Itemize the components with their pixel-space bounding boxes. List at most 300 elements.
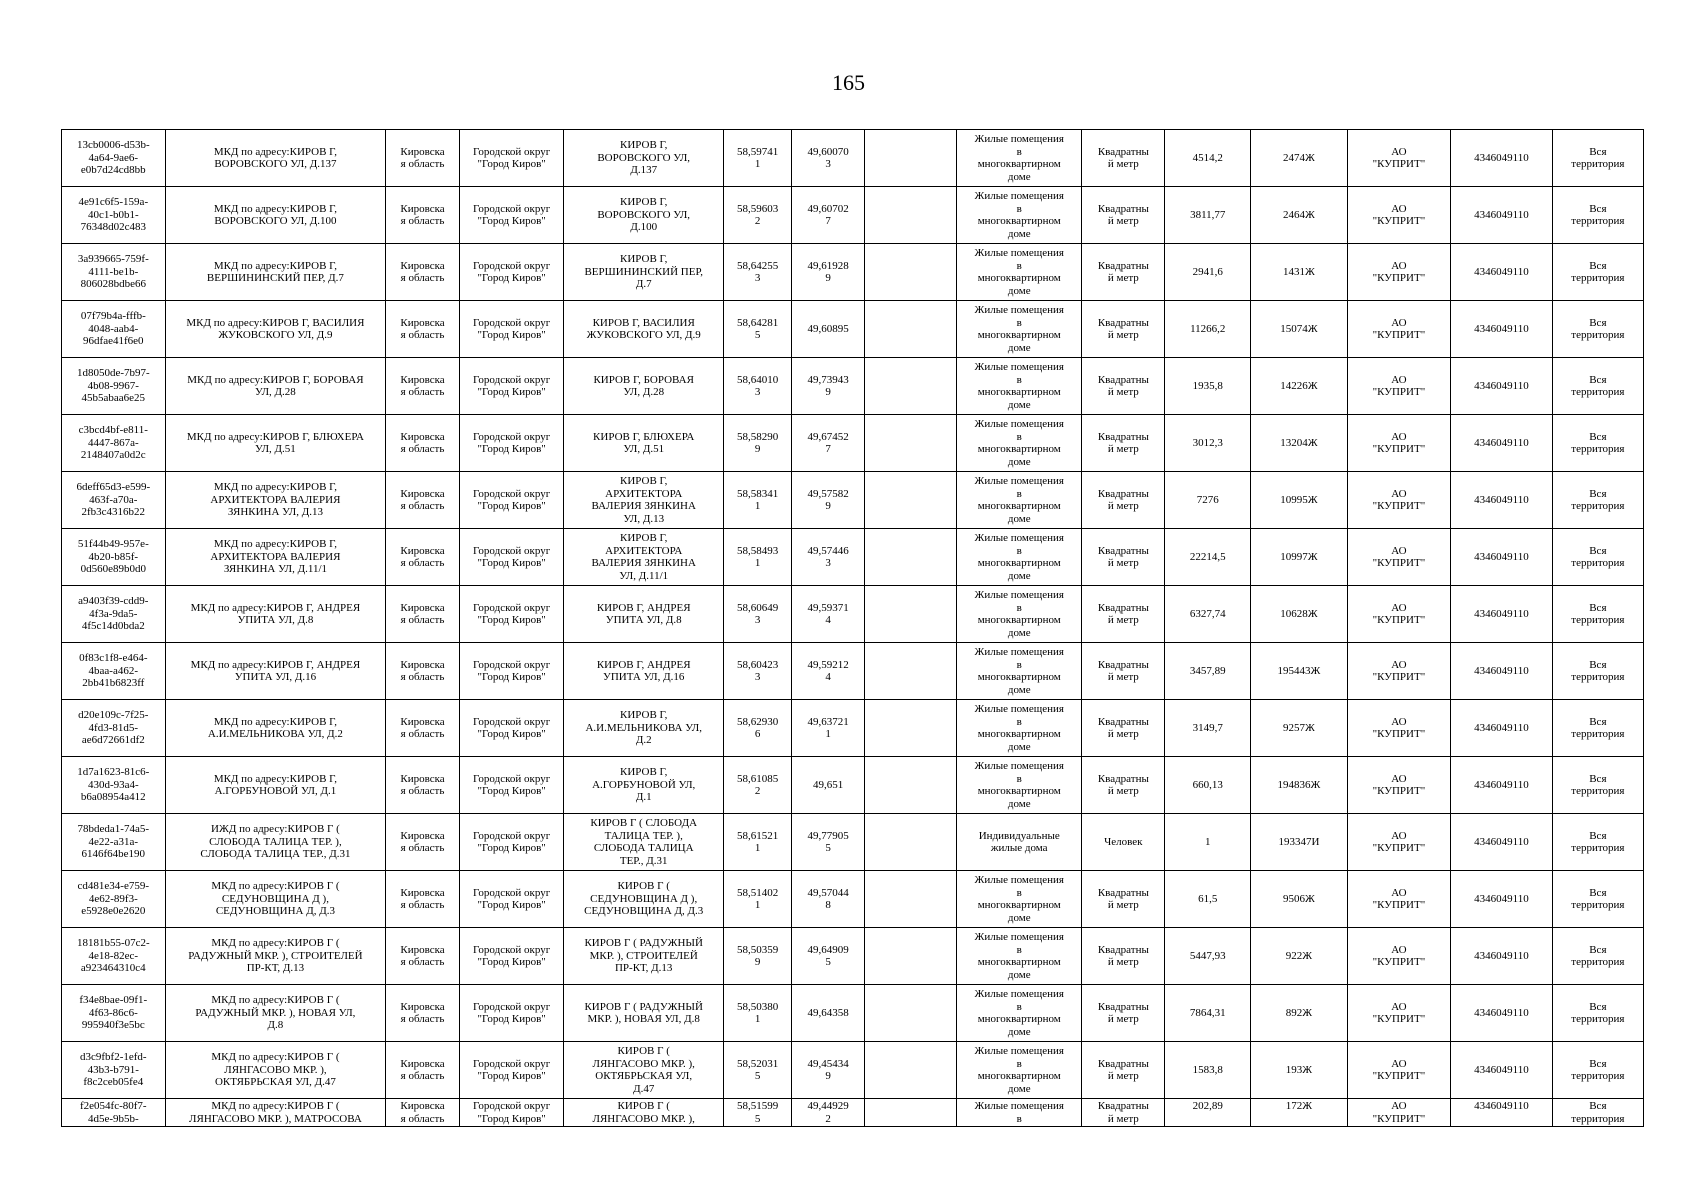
record-id-text: 78bdeda1-74a5- 4e22-a31a- 6146f64be190 (77, 823, 150, 861)
cell-unit (1082, 244, 1165, 301)
organization-text: АО "КУПРИТ" (1372, 202, 1426, 227)
cell-organization (1347, 814, 1451, 871)
cell-longitude (792, 301, 865, 358)
cell-record-id (62, 586, 166, 643)
organization-text: АО "КУПРИТ" (1372, 487, 1426, 512)
cell-empty-cell (864, 130, 956, 187)
address-text: КИРОВ Г, ВЕРШИНИНСКИЙ ПЕР, Д.7 (584, 253, 703, 291)
address-text: КИРОВ Г, АРХИТЕКТОРА ВАЛЕРИЯ ЗЯНКИНА УЛ, Д.13 (591, 475, 696, 525)
code-text: 1431Ж (1283, 265, 1315, 278)
cell-object-type (957, 871, 1082, 928)
territory-text: Вся территория (1571, 829, 1625, 854)
district-text: Городской округ "Город Киров" (473, 373, 551, 398)
territory-text: Вся территория (1571, 886, 1625, 911)
cell-empty-cell (864, 700, 956, 757)
cell-object-name (165, 643, 386, 700)
cell-empty-cell (864, 1042, 956, 1099)
region-text: Кировска я область (400, 316, 445, 341)
region-text: Кировска я область (400, 772, 445, 797)
cell-region (386, 1099, 460, 1127)
organization-text: АО "КУПРИТ" (1372, 715, 1426, 740)
value-text: 1935,8 (1192, 379, 1223, 392)
cell-record-id (62, 244, 166, 301)
cell-record-id (62, 814, 166, 871)
cell-longitude (792, 130, 865, 187)
latitude-text: 58,59603 2 (737, 202, 779, 227)
cell-inn (1451, 1042, 1553, 1099)
object-type-text: Жилые помещения в многоквартирном доме (974, 418, 1064, 468)
object-name-text: МКД по адресу:КИРОВ Г, ВОРОВСКОГО УЛ, Д.137 (213, 145, 338, 170)
cell-object-name (165, 928, 386, 985)
cell-record-id (62, 1099, 166, 1127)
cell-object-type (957, 472, 1082, 529)
code-text: 193Ж (1285, 1063, 1313, 1076)
cell-value (1165, 244, 1251, 301)
cell-longitude (792, 871, 865, 928)
cell-empty-cell (864, 301, 956, 358)
territory-text: Вся территория (1571, 943, 1625, 968)
object-name-text: МКД по адресу:КИРОВ Г, АРХИТЕКТОРА ВАЛЕРИЯ ЗЯНКИНА УЛ, Д.13 (210, 481, 341, 519)
object-name-text: МКД по адресу:КИРОВ Г, А.ГОРБУНОВОЙ УЛ, Д.1 (213, 772, 338, 797)
value-text: 6327,74 (1189, 607, 1226, 620)
inn-text: 4346049110 (1474, 835, 1529, 848)
cell-code (1251, 1099, 1347, 1127)
value-text: 3811,77 (1190, 208, 1226, 221)
cell-organization (1347, 700, 1451, 757)
record-id-text: 1d8050de-7b97- 4b08-9967- 45b5abaa6e25 (76, 367, 150, 405)
record-id-text: f2e054fc-80f7- 4d5e-9b5b- (80, 1100, 147, 1125)
cell-region (386, 358, 460, 415)
region-text: Кировска я область (400, 1100, 445, 1125)
cell-record-id (62, 700, 166, 757)
object-name-text: МКД по адресу:КИРОВ Г ( ЛЯНГАСОВО МКР. ), ОКТЯБРЬСКАЯ УЛ, Д.47 (211, 1051, 340, 1089)
cell-inn (1451, 358, 1553, 415)
district-text: Городской округ "Город Киров" (473, 886, 551, 911)
cell-record-id (62, 985, 166, 1042)
cell-unit (1082, 130, 1165, 187)
table-row (62, 472, 1644, 529)
object-type-text: Жилые помещения в многоквартирном доме (974, 760, 1064, 810)
record-id-text: f34e8bae-09f1- 4f63-86c6- 995940f3e5bc (79, 994, 148, 1032)
cell-code (1251, 643, 1347, 700)
organization-text: АО "КУПРИТ" (1372, 1000, 1426, 1025)
address-text: КИРОВ Г, ВАСИЛИЯ ЖУКОВСКОГО УЛ, Д.9 (586, 316, 701, 341)
territory-text: Вся территория (1571, 601, 1625, 626)
cell-region (386, 643, 460, 700)
cell-organization (1347, 472, 1451, 529)
unit-text: Квадратны й метр (1097, 1100, 1149, 1125)
cell-unit (1082, 187, 1165, 244)
cell-address (564, 415, 724, 472)
inn-text: 4346049110 (1474, 1100, 1529, 1112)
inn-text: 4346049110 (1474, 379, 1529, 392)
longitude-text: 49,67452 7 (807, 430, 849, 455)
organization-text: АО "КУПРИТ" (1372, 316, 1426, 341)
cell-address (564, 472, 724, 529)
district-text: Городской округ "Город Киров" (473, 829, 551, 854)
cell-value (1165, 130, 1251, 187)
cell-object-type (957, 586, 1082, 643)
cell-code (1251, 586, 1347, 643)
value-text: 61,5 (1198, 892, 1218, 905)
cell-object-name (165, 301, 386, 358)
object-type-text: Жилые помещения в многоквартирном доме (974, 133, 1064, 183)
object-type-text: Жилые помещения в многоквартирном доме (974, 874, 1064, 924)
record-id-text: a9403f39-cdd9- 4f3a-9da5- 4f5c14d0bda2 (78, 595, 149, 633)
code-text: 9506Ж (1283, 892, 1315, 905)
address-text: КИРОВ Г, БОРОВАЯ УЛ, Д.28 (593, 373, 694, 398)
object-type-text: Жилые помещения в многоквартирном доме (974, 589, 1064, 639)
cell-unit (1082, 301, 1165, 358)
table-row (62, 529, 1644, 586)
cell-code (1251, 529, 1347, 586)
district-text: Городской округ "Город Киров" (473, 943, 551, 968)
cell-organization (1347, 187, 1451, 244)
object-name-text: МКД по адресу:КИРОВ Г, БЛЮХЕРА УЛ, Д.51 (186, 430, 364, 455)
cell-object-name (165, 586, 386, 643)
cell-region (386, 472, 460, 529)
longitude-text: 49,57446 3 (807, 544, 849, 569)
cell-longitude (792, 244, 865, 301)
cell-empty-cell (864, 814, 956, 871)
longitude-text: 49,77905 5 (807, 829, 849, 854)
cell-organization (1347, 757, 1451, 814)
territory-text: Вся территория (1571, 1057, 1625, 1082)
object-name-text: МКД по адресу:КИРОВ Г ( СЕДУНОВЩИНА Д ), СЕДУНОВЩИНА Д, Д.3 (211, 880, 340, 918)
table-row (62, 244, 1644, 301)
cell-territory (1552, 985, 1643, 1042)
table-row (62, 928, 1644, 985)
cell-value (1165, 358, 1251, 415)
cell-value (1165, 1042, 1251, 1099)
latitude-text: 58,64281 5 (737, 316, 779, 341)
cell-region (386, 1042, 460, 1099)
cell-organization (1347, 130, 1451, 187)
unit-text: Квадратны й метр (1097, 1057, 1149, 1082)
cell-latitude (723, 586, 791, 643)
latitude-text: 58,60649 3 (737, 601, 779, 626)
cell-object-name (165, 472, 386, 529)
cell-territory (1552, 757, 1643, 814)
cell-district (459, 1042, 564, 1099)
cell-district (459, 985, 564, 1042)
cell-empty-cell (864, 928, 956, 985)
cell-inn (1451, 985, 1553, 1042)
inn-text: 4346049110 (1474, 892, 1529, 905)
cell-code (1251, 472, 1347, 529)
cell-inn (1451, 187, 1553, 244)
table-row (62, 187, 1644, 244)
table-row (62, 301, 1644, 358)
code-text: 10995Ж (1280, 493, 1318, 506)
cell-district (459, 871, 564, 928)
table-row (62, 1042, 1644, 1099)
address-text: КИРОВ Г, ВОРОВСКОГО УЛ, Д.137 (597, 139, 691, 177)
longitude-text: 49,60895 (807, 322, 849, 335)
inn-text: 4346049110 (1474, 322, 1529, 335)
longitude-text: 49,59212 4 (807, 658, 849, 683)
cell-value (1165, 700, 1251, 757)
address-text: КИРОВ Г, АНДРЕЯ УПИТА УЛ, Д.8 (596, 601, 691, 626)
cell-object-type (957, 358, 1082, 415)
cell-longitude (792, 700, 865, 757)
cell-object-name (165, 985, 386, 1042)
cell-latitude (723, 928, 791, 985)
latitude-text: 58,64255 3 (737, 259, 779, 284)
code-text: 15074Ж (1280, 322, 1318, 335)
cell-region (386, 244, 460, 301)
latitude-text: 58,50380 1 (737, 1000, 779, 1025)
value-text: 660,13 (1192, 778, 1223, 791)
latitude-text: 58,58341 1 (737, 487, 779, 512)
cell-code (1251, 928, 1347, 985)
region-text: Кировска я область (400, 259, 445, 284)
cell-territory (1552, 244, 1643, 301)
cell-region (386, 301, 460, 358)
cell-code (1251, 814, 1347, 871)
region-text: Кировска я область (400, 829, 445, 854)
unit-text: Квадратны й метр (1097, 601, 1149, 626)
cell-inn (1451, 586, 1553, 643)
table-row (62, 871, 1644, 928)
region-text: Кировска я область (400, 658, 445, 683)
organization-text: АО "КУПРИТ" (1372, 772, 1426, 797)
inn-text: 4346049110 (1474, 550, 1529, 563)
latitude-text: 58,60423 3 (737, 658, 779, 683)
territory-text: Вся территория (1571, 202, 1625, 227)
region-text: Кировска я область (400, 373, 445, 398)
longitude-text: 49,57044 8 (807, 886, 849, 911)
cell-latitude (723, 871, 791, 928)
table-row (62, 814, 1644, 871)
latitude-text: 58,58493 1 (737, 544, 779, 569)
cell-latitude (723, 1042, 791, 1099)
cell-object-type (957, 985, 1082, 1042)
cell-territory (1552, 1099, 1643, 1127)
cell-unit (1082, 985, 1165, 1042)
address-text: КИРОВ Г, ВОРОВСКОГО УЛ, Д.100 (597, 196, 691, 234)
region-text: Кировска я область (400, 145, 445, 170)
value-text: 3149,7 (1192, 721, 1223, 734)
cell-address (564, 586, 724, 643)
cell-unit (1082, 643, 1165, 700)
unit-text: Квадратны й метр (1097, 202, 1149, 227)
unit-text: Квадратны й метр (1097, 430, 1149, 455)
address-text: КИРОВ Г, А.И.МЕЛЬНИКОВА УЛ, Д.2 (585, 709, 702, 747)
region-text: Кировска я область (400, 943, 445, 968)
cell-empty-cell (864, 871, 956, 928)
cell-organization (1347, 586, 1451, 643)
address-text: КИРОВ Г, БЛЮХЕРА УЛ, Д.51 (593, 430, 695, 455)
cell-longitude (792, 757, 865, 814)
code-text: 10997Ж (1280, 550, 1318, 563)
cell-district (459, 643, 564, 700)
cell-district (459, 1099, 564, 1127)
cell-unit (1082, 472, 1165, 529)
cell-latitude (723, 814, 791, 871)
cell-address (564, 187, 724, 244)
address-text: КИРОВ Г ( РАДУЖНЫЙ МКР. ), НОВАЯ УЛ, Д.8 (584, 1000, 703, 1025)
cell-latitude (723, 130, 791, 187)
cell-territory (1552, 358, 1643, 415)
object-type-text: Жилые помещения в многоквартирном доме (974, 931, 1064, 981)
cell-address (564, 985, 724, 1042)
value-text: 7276 (1196, 493, 1219, 506)
cell-unit (1082, 1099, 1165, 1127)
cell-address (564, 529, 724, 586)
unit-text: Квадратны й метр (1097, 943, 1149, 968)
cell-district (459, 928, 564, 985)
object-name-text: МКД по адресу:КИРОВ Г, ВОРОВСКОГО УЛ, Д.100 (213, 202, 338, 227)
code-text: 193347И (1278, 835, 1320, 848)
record-id-text: 3a939665-759f- 4111-be1b- 806028bdbe66 (77, 253, 149, 291)
district-text: Городской округ "Город Киров" (473, 316, 551, 341)
inn-text: 4346049110 (1474, 493, 1529, 506)
cell-address (564, 814, 724, 871)
cell-code (1251, 700, 1347, 757)
cell-organization (1347, 358, 1451, 415)
cell-inn (1451, 643, 1553, 700)
cell-region (386, 700, 460, 757)
object-name-text: ИЖД по адресу:КИРОВ Г ( СЛОБОДА ТАЛИЦА ТЕР. ), СЛОБОДА ТАЛИЦА ТЕР., Д.31 (200, 823, 351, 861)
object-name-text: МКД по адресу:КИРОВ Г, ВЕРШИНИНСКИЙ ПЕР, Д.7 (206, 259, 344, 284)
cell-longitude (792, 472, 865, 529)
unit-text: Квадратны й метр (1097, 1000, 1149, 1025)
organization-text: АО "КУПРИТ" (1372, 1057, 1426, 1082)
territory-text: Вся территория (1571, 544, 1625, 569)
longitude-text: 49,651 (812, 778, 844, 791)
cell-code (1251, 985, 1347, 1042)
cell-object-name (165, 871, 386, 928)
unit-text: Квадратны й метр (1097, 772, 1149, 797)
cell-territory (1552, 871, 1643, 928)
longitude-text: 49,73943 9 (807, 373, 849, 398)
cell-unit (1082, 700, 1165, 757)
cell-object-type (957, 187, 1082, 244)
cell-object-type (957, 415, 1082, 472)
table-row (62, 643, 1644, 700)
address-text: КИРОВ Г ( СЕДУНОВЩИНА Д ), СЕДУНОВЩИНА Д, Д.3 (584, 880, 704, 918)
cell-code (1251, 130, 1347, 187)
record-id-text: d3c9fbf2-1efd- 43b3-b791- f8c2ceb05fe4 (80, 1051, 147, 1089)
cell-address (564, 757, 724, 814)
record-id-text: d20e109c-7f25- 4fd3-81d5- ae6d72661df2 (78, 709, 149, 747)
cell-inn (1451, 1099, 1553, 1127)
latitude-text: 58,51599 5 (737, 1100, 779, 1125)
code-text: 2464Ж (1283, 208, 1315, 221)
object-name-text: МКД по адресу:КИРОВ Г ( РАДУЖНЫЙ МКР. ), СТРОИТЕЛЕЙ ПР-КТ, Д.13 (188, 937, 363, 975)
cell-unit (1082, 928, 1165, 985)
cell-longitude (792, 985, 865, 1042)
cell-empty-cell (864, 586, 956, 643)
unit-text: Квадратны й метр (1097, 373, 1149, 398)
cell-latitude (723, 358, 791, 415)
cell-object-type (957, 757, 1082, 814)
district-text: Городской округ "Город Киров" (473, 715, 551, 740)
region-text: Кировска я область (400, 886, 445, 911)
cell-organization (1347, 928, 1451, 985)
cell-address (564, 1099, 724, 1127)
territory-text: Вся территория (1571, 772, 1625, 797)
object-type-text: Жилые помещения в многоквартирном доме (974, 247, 1064, 297)
organization-text: АО "КУПРИТ" (1372, 373, 1426, 398)
latitude-text: 58,52031 5 (737, 1057, 779, 1082)
object-type-text: Жилые помещения в многоквартирном доме (974, 988, 1064, 1038)
address-text: КИРОВ Г ( ЛЯНГАСОВО МКР. ), (592, 1100, 695, 1125)
value-text: 3012,3 (1192, 436, 1223, 449)
cell-object-name (165, 700, 386, 757)
region-text: Кировска я область (400, 601, 445, 626)
cell-empty-cell (864, 358, 956, 415)
cell-territory (1552, 529, 1643, 586)
cell-value (1165, 586, 1251, 643)
territory-text: Вся территория (1571, 658, 1625, 683)
district-text: Городской округ "Город Киров" (473, 601, 551, 626)
cell-region (386, 814, 460, 871)
cell-inn (1451, 472, 1553, 529)
inn-text: 4346049110 (1474, 607, 1529, 620)
cell-latitude (723, 301, 791, 358)
object-name-text: МКД по адресу:КИРОВ Г, БОРОВАЯ УЛ, Д.28 (187, 373, 364, 398)
cell-district (459, 700, 564, 757)
cell-latitude (723, 472, 791, 529)
longitude-text: 49,45434 9 (807, 1057, 849, 1082)
cell-record-id (62, 187, 166, 244)
cell-longitude (792, 415, 865, 472)
territory-text: Вся территория (1571, 373, 1625, 398)
district-text: Городской округ "Город Киров" (473, 1100, 551, 1125)
cell-unit (1082, 814, 1165, 871)
cell-address (564, 301, 724, 358)
latitude-text: 58,59741 1 (737, 145, 779, 170)
cell-territory (1552, 643, 1643, 700)
value-text: 5447,93 (1189, 949, 1226, 962)
cell-value (1165, 187, 1251, 244)
table-row (62, 415, 1644, 472)
cell-code (1251, 301, 1347, 358)
cell-organization (1347, 244, 1451, 301)
longitude-text: 49,60070 3 (807, 145, 849, 170)
code-text: 922Ж (1285, 949, 1313, 962)
cell-object-name (165, 130, 386, 187)
registry-table (61, 129, 1644, 1127)
record-id-text: 07f79b4a-fffb- 4048-aab4- 96dfae41f6e0 (80, 310, 146, 348)
cell-territory (1552, 928, 1643, 985)
cell-region (386, 586, 460, 643)
longitude-text: 49,64909 5 (807, 943, 849, 968)
cell-territory (1552, 586, 1643, 643)
cell-district (459, 529, 564, 586)
territory-text: Вся территория (1571, 430, 1625, 455)
cell-inn (1451, 814, 1553, 871)
cell-record-id (62, 358, 166, 415)
cell-object-name (165, 187, 386, 244)
longitude-text: 49,61928 9 (807, 259, 849, 284)
cell-object-name (165, 814, 386, 871)
organization-text: АО "КУПРИТ" (1372, 544, 1426, 569)
region-text: Кировска я область (400, 487, 445, 512)
cell-object-type (957, 1099, 1082, 1127)
cell-organization (1347, 529, 1451, 586)
record-id-text: 6deff65d3-e599- 463f-a70a- 2fb3c4316b22 (76, 481, 151, 519)
cell-object-name (165, 757, 386, 814)
cell-object-type (957, 301, 1082, 358)
cell-latitude (723, 529, 791, 586)
latitude-text: 58,64010 3 (737, 373, 779, 398)
cell-code (1251, 415, 1347, 472)
cell-longitude (792, 358, 865, 415)
inn-text: 4346049110 (1474, 664, 1529, 677)
